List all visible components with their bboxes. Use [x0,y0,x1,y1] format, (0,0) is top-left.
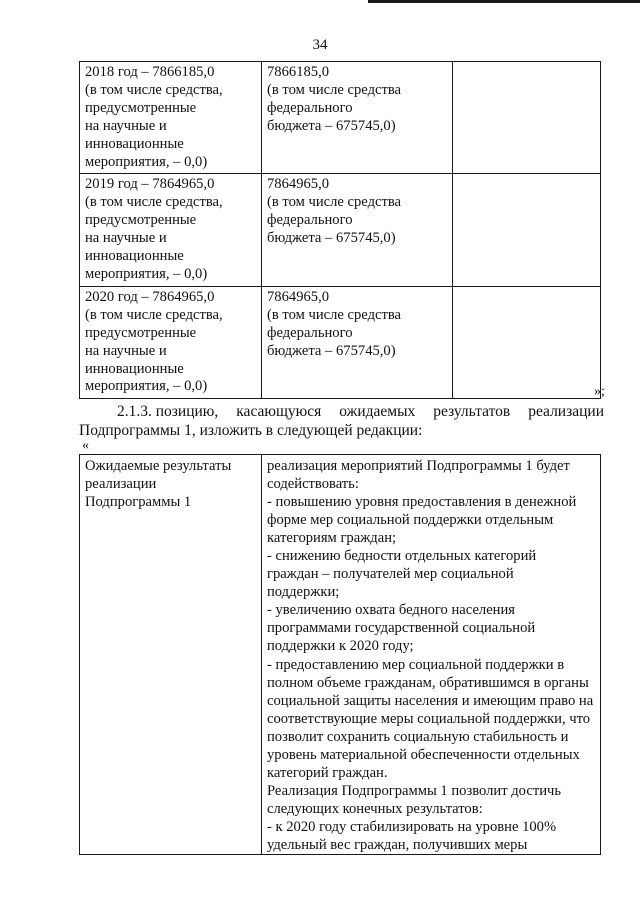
funding-year-cell [80,62,262,174]
funding-amount-text: 7864965,0 (в том числе средства федерального бюджета – 675745,0) [267,176,402,247]
table-row [80,62,601,174]
expected-results-label: Ожидаемые результаты реализации Подпрограммы 1 [85,458,232,511]
opening-quote: « [82,438,89,453]
empty-cell [453,174,601,286]
funding-amount-cell [262,62,453,174]
funding-amount-text: 7864965,0 (в том числе средства федерального бюджета – 675745,0) [267,288,402,359]
funding-amount-cell [262,286,453,398]
funding-table [79,61,601,399]
empty-cell [453,62,601,174]
expected-results-text-cell [262,455,601,855]
scan-edge-line [368,0,640,3]
paragraph-word: ожидаемых [339,403,416,420]
funding-year-text: 2018 год – 7866185,0 (в том числе средства, предусмотренные на научные и инновационные мероприятия, – 0,0) [85,64,223,170]
table-row [80,174,601,286]
page-number: 34 [312,37,328,53]
closing-quote: »; [594,384,605,399]
paragraph-line-2: Подпрограммы 1, изложить в следующей редакции: [79,422,423,439]
funding-amount-text: 7866185,0 (в том числе средства федерального бюджета – 675745,0) [267,64,402,134]
funding-amount-cell [262,174,453,286]
paragraph-word: результатов [433,403,511,420]
paragraph-word: 2.1.3. позицию, [117,403,219,420]
amendment-paragraph [79,402,604,440]
funding-year-text: 2020 год – 7864965,0 (в том числе средства, предусмотренные на научные и инновационные мероприятия, – 0,0) [85,288,223,395]
table-row [80,455,601,855]
funding-year-cell [80,286,262,398]
paragraph-word: реализации [528,403,604,420]
funding-year-cell [80,174,262,286]
table-row [80,286,601,398]
expected-results-label-cell [80,455,262,855]
expected-results-table [79,454,601,855]
paragraph-word: касающуюся [236,403,322,420]
empty-cell [453,286,601,398]
paragraph-line-1 [79,402,604,421]
expected-results-text: реализация мероприятий Подпрограммы 1 будет содействовать: - повышению уровня предоставления в денежной форме мер социальной поддержки отдельным категориям граждан; - снижению бедности отдельных категорий граждан – получателей мер социальной поддержки; - увеличению охвата бедного населения программами государственной социальной поддержки к 2020 году; - предоставлению мер социальной поддержки в полном объеме гражданам, обратившимся в органы социальной защиты населения и имеющим право на соответствующие меры социальной поддержки, что позволит сохранить социальную стабильность и уровень материальной обеспеченности отдельных категорий граждан. Реализация Подпрограммы 1 позволит достичь следующих конечных результатов: - к 2020 году стабилизировать на уровне 100% удельный вес граждан, получивших меры [267,458,594,853]
funding-year-text: 2019 год – 7864965,0 (в том числе средства, предусмотренные на научные и инновационные мероприятия, – 0,0) [85,176,223,282]
